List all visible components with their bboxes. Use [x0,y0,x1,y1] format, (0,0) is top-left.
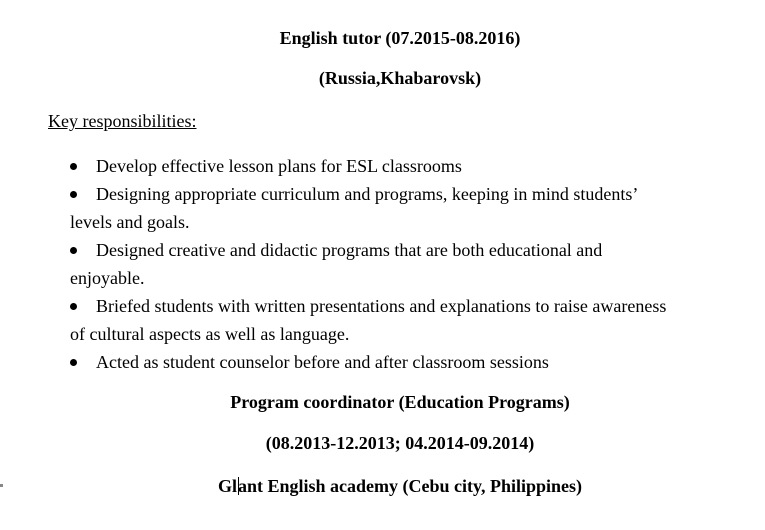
list-item [0,292,765,348]
list-item-text: Develop effective lesson plans for ESL classrooms [96,156,462,176]
employer-text-end: ant English academy (Cebu city, Philippines) [237,476,583,496]
list-item-text: Acted as student counselor before and after classroom sessions [96,352,549,372]
list-item-text-continued: levels and goals. [70,212,190,232]
list-item-text: Designed creative and didactic programs that are both educational and [96,240,603,260]
employer-line[interactable] [0,476,765,497]
bullet-icon [70,191,77,198]
responsibilities-list [0,152,765,376]
list-item-text: Designing appropriate curriculum and programs, keeping in mind students’ [96,184,639,204]
bullet-icon [70,359,77,366]
job-location: (Russia,Khabarovsk) [318,68,482,88]
job-title-program-coordinator: Program coordinator (Education Programs) [230,392,570,412]
job-dates: (08.2013-12.2013; 04.2014-09.2014) [265,433,535,453]
list-item [0,180,765,236]
bullet-icon [70,247,77,254]
edge-mark [0,484,3,487]
list-item [0,236,765,292]
list-item-text-continued: of cultural aspects as well as language. [70,324,350,344]
employer-text-start: Gl [217,476,237,496]
responsibilities-heading: Key responsibilities: [48,111,197,131]
list-item-text: Briefed students with written presentations and explanations to raise awareness [96,296,667,316]
list-item [0,348,765,376]
list-item-text-continued: enjoyable. [70,268,145,288]
bullet-icon [70,163,77,170]
job-title-english-tutor: English tutor (07.2015-08.2016) [279,28,521,48]
bullet-icon [70,303,77,310]
list-item [0,152,765,180]
